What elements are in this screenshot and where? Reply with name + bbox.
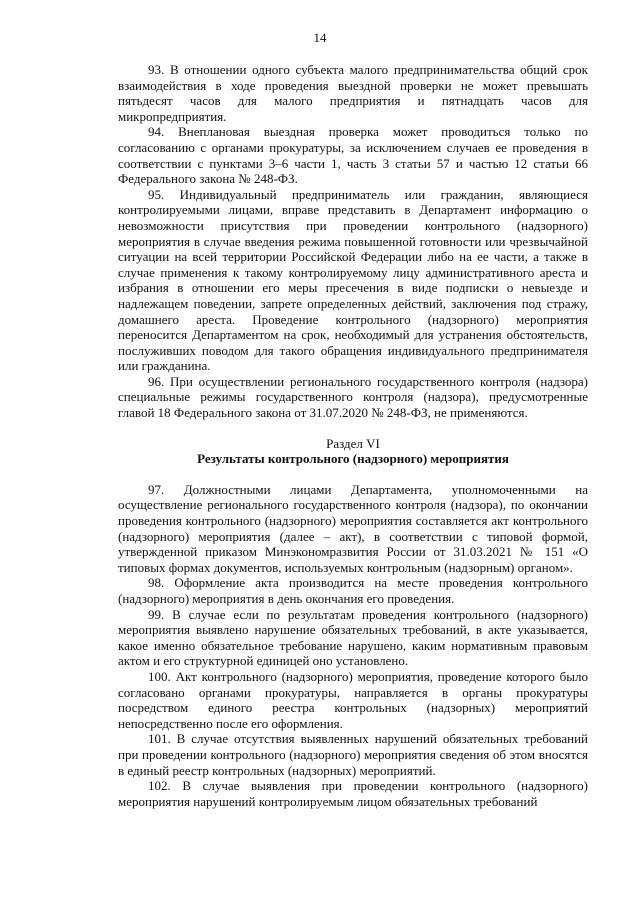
paragraph-95: 95. Индивидуальный предприниматель или гражданин, являющиеся контролируемыми лицами, вправе представить в Департамент информацию о невозможности присутствия при проведении контрольного (надзорного) мероприятия в случае введения режима повышенной готовности или чрезвычайной ситуации на всей территории Российской Федерации либо на ее части, а также в случае применения к такому контролируемому лицу административного ареста и избрания в отношении его меры пресечения в виде подписки о невыезде и надлежащем поведении, запрете определенных действий, заключения под стражу, домашнего ареста. Проведение контрольного (надзорного) мероприятия переносится Департаментом на срок, необходимый для устранения обстоятельств, послуживших поводом для такого обращения индивидуального предпринимателя или гражданина. (118, 186, 588, 374)
document-body (118, 62, 588, 809)
paragraph-94: 94. Внеплановая выездная проверка может проводиться только по согласованию с органами прокуратуры, за исключением случаев ее проведения в соответствии с пунктами 3–6 части 1, часть 3 статьи 57 и частью 12 статьи 66 Федерального закона № 248-ФЗ. (118, 124, 588, 187)
paragraph-98: 98. Оформление акта производится на месте проведения контрольного (надзорного) мероприятия в день окончания его проведения. (118, 575, 588, 606)
paragraph-97: 97. Должностными лицами Департамента, уполномоченными на осуществление регионального государственного контроля (надзора), по окончании проведения контрольного (надзорного) мероприятия составляется акт контрольного (надзорного) мероприятия (далее – акт), в соответствии с типовой формой, утвержденной приказом Минэкономразвития России от 31.03.2021 № 151 «О типовых формах документов, используемых контрольным (надзорным) органом». (118, 481, 588, 575)
paragraph-93: 93. В отношении одного субъекта малого предпринимательства общий срок взаимодействия в ходе проведения выездной проверки не может превышать пятьдесят часов для малого предприятия и пятнадцать часов для микропредприятия. (118, 62, 588, 124)
paragraph-99: 99. В случае если по результатам проведения контрольного (надзорного) мероприятия выявлено нарушение обязательных требований, в акте указывается, какое именно обязательное требование нарушено, каким нормативным правовым актом и его структурной единицей оно установлено. (118, 606, 588, 669)
section-spacer (118, 421, 588, 436)
section-title: Результаты контрольного (надзорного) мероприятия (197, 451, 509, 467)
section-label: Раздел VI (326, 435, 380, 451)
paragraph-101: 101. В случае отсутствия выявленных нарушений обязательных требований при проведении контрольного (надзорного) мероприятия сведения об этом вносятся в единый реестр контрольных (надзорных) мероприятий. (118, 731, 588, 778)
page-number: 14 (313, 30, 327, 45)
paragraph-96: 96. При осуществлении регионального государственного контроля (надзора) специальные режимы государственного контроля (надзора), предусмотренные главой 18 Федерального закона от 31.07.2020 № 248-ФЗ, не применяются. (118, 373, 588, 421)
paragraph-100: 100. Акт контрольного (надзорного) мероприятия, проведение которого было согласовано органами прокуратуры, направляется в органы прокуратуры посредством единого реестра контрольных (надзорных) мероприятий непосредственно после его оформления. (118, 668, 588, 731)
section-spacer (118, 467, 588, 482)
paragraph-102: 102. В случае выявления при проведении контрольного (надзорного) мероприятия нарушений контролируемым лицом обязательных требований (118, 778, 588, 809)
